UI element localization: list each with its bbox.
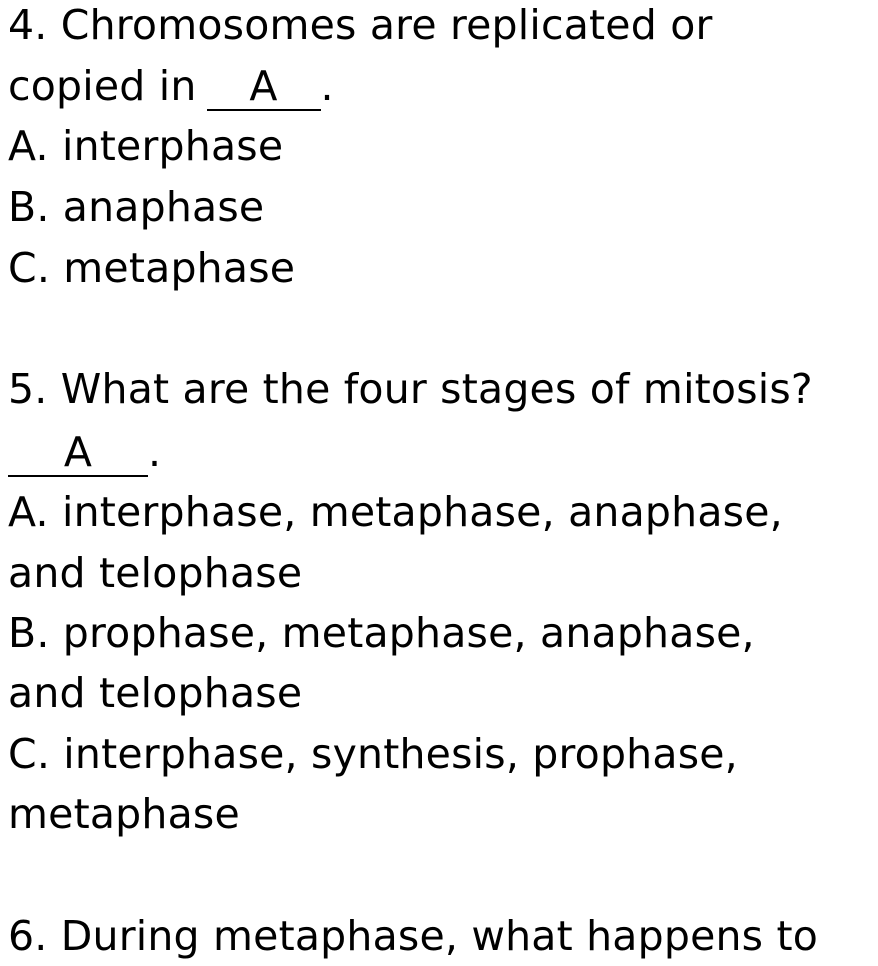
option-text: and telophase <box>8 669 303 717</box>
question-5-option-a-line1 <box>8 482 783 542</box>
option-text: metaphase <box>63 244 296 292</box>
question-5-option-b-line1 <box>8 603 755 663</box>
option-letter: B. <box>8 183 50 231</box>
question-5-option-a-line2 <box>8 543 302 603</box>
question-text: What are the four stages of mitosis? <box>60 365 813 413</box>
question-number: 6. <box>8 912 48 960</box>
option-letter: C. <box>8 730 51 778</box>
option-letter: C. <box>8 244 51 292</box>
end-punctuation: . <box>320 62 334 110</box>
question-5-prompt <box>8 359 813 419</box>
option-letter: B. <box>8 609 50 657</box>
option-text: prophase, metaphase, anaphase, <box>62 609 755 657</box>
question-number: 4. <box>8 1 48 49</box>
question-4-prompt-line1 <box>8 0 713 55</box>
question-text: During metaphase, what happens to <box>60 912 819 960</box>
option-text: metaphase <box>8 790 240 838</box>
question-4-option-a <box>8 116 283 176</box>
question-text: Chromosomes are replicated or <box>60 1 713 49</box>
option-text: and telophase <box>8 549 303 597</box>
option-text: interphase, synthesis, prophase, <box>63 730 738 778</box>
option-text: anaphase <box>62 183 265 231</box>
question-6-prompt <box>8 906 818 966</box>
option-text: interphase, metaphase, anaphase, <box>62 488 783 536</box>
option-text: interphase <box>62 122 284 170</box>
option-letter: A. <box>8 488 49 536</box>
question-5-option-c-line2 <box>8 784 240 844</box>
question-number: 5. <box>8 365 48 413</box>
option-letter: A. <box>8 122 49 170</box>
question-text: copied in <box>8 62 197 110</box>
answer-blank: A <box>207 63 321 111</box>
end-punctuation: . <box>148 428 162 476</box>
answer-blank: A <box>8 429 148 477</box>
question-5-option-c-line1 <box>8 724 738 784</box>
question-4-option-c <box>8 238 295 298</box>
question-4-option-b <box>8 177 264 237</box>
question-5-option-b-line2 <box>8 663 302 723</box>
question-4-prompt-line2 <box>8 56 334 116</box>
question-5-answer-line <box>8 422 161 482</box>
